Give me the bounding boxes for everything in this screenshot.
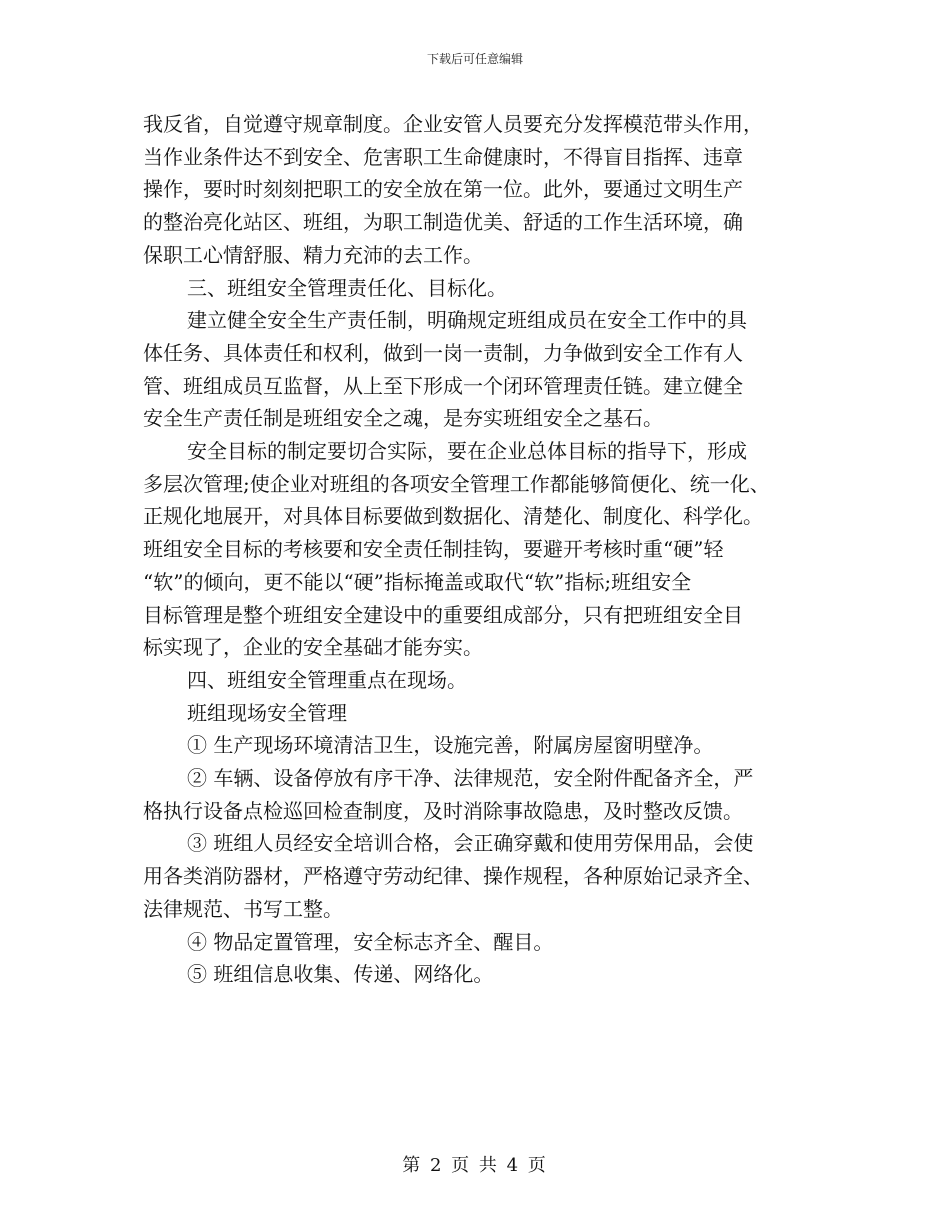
page-header: 下载后可任意编辑 — [426, 52, 523, 66]
text-line: 法律规范、书写工整。 — [143, 896, 343, 921]
text-line: 多层次管理;使企业对班组的各项安全管理工作都能够简便化、统一化、 — [143, 471, 770, 496]
text-line: 安全目标的制定要切合实际，要在企业总体目标的指导下，形成 — [187, 439, 747, 464]
text-line: 正规化地展开，对具体目标要做到数据化、清楚化、制度化、科学化。 — [143, 504, 763, 529]
subheading: 班组现场安全管理 — [187, 700, 347, 725]
list-item: ⑤ 班组信息收集、传递、网络化。 — [187, 962, 494, 987]
text-line: 班组安全目标的考核要和安全责任制挂钩，要避开考核时重“硬”轻 — [143, 537, 724, 562]
list-item: ③ 班组人员经安全培训合格，会正确穿戴和使用劳保用品，会使 — [187, 831, 754, 856]
text-line: 安全生产责任制是班组安全之魂，是夯实班组安全之基石。 — [143, 406, 663, 431]
document-body — [143, 108, 815, 991]
text-line: “软”的倾向，更不能以“硬”指标掩盖或取代“软”指标;班组安全 — [143, 569, 692, 594]
list-item: ① 生产现场环境清洁卫生，设施完善，附属房屋窗明壁净。 — [187, 733, 714, 758]
section-heading: 三、班组安全管理责任化、目标化。 — [187, 275, 507, 300]
text-line: 的整治亮化站区、班组，为职工制造优美、舒适的工作生活环境，确 — [143, 210, 743, 235]
text-line: 标实现了，企业的安全基础才能夯实。 — [143, 635, 483, 660]
text-line: 操作，要时时刻刻把职工的安全放在第一位。此外，要通过文明生产 — [143, 177, 743, 202]
text-line: 目标管理是整个班组安全建设中的重要组成部分，只有把班组安全目 — [143, 602, 743, 627]
list-item: ② 车辆、设备停放有序干净、法律规范，安全附件配备齐全，严 — [187, 766, 754, 791]
text-line: 保职工心情舒服、精力充沛的去工作。 — [143, 242, 483, 267]
text-line: 我反省，自觉遵守规章制度。企业安管人员要充分发挥模范带头作用， — [143, 112, 763, 136]
text-line: 当作业条件达不到安全、危害职工生命健康时，不得盲目指挥、违章 — [143, 144, 743, 169]
text-line: 管、班组成员互监督，从上至下形成一个闭环管理责任链。建立健全 — [143, 373, 743, 398]
text-block — [143, 108, 815, 991]
section-heading: 四、班组安全管理重点在现场。 — [187, 667, 467, 692]
text-line: 建立健全安全生产责任制，明确规定班组成员在安全工作中的具 — [187, 308, 747, 333]
page-footer: 第 2 页 共 4 页 — [402, 1155, 548, 1176]
text-line: 格执行设备点检巡回检查制度，及时消除事故隐患，及时整改反馈。 — [143, 798, 743, 823]
text-line: 用各类消防器材，严格遵守劳动纪律、操作规程，各种原始记录齐全、 — [143, 864, 763, 889]
list-item: ④ 物品定置管理，安全标志齐全、醒目。 — [187, 929, 554, 954]
text-line: 体任务、具体责任和权利，做到一岗一责制，力争做到安全工作有人 — [143, 340, 743, 365]
